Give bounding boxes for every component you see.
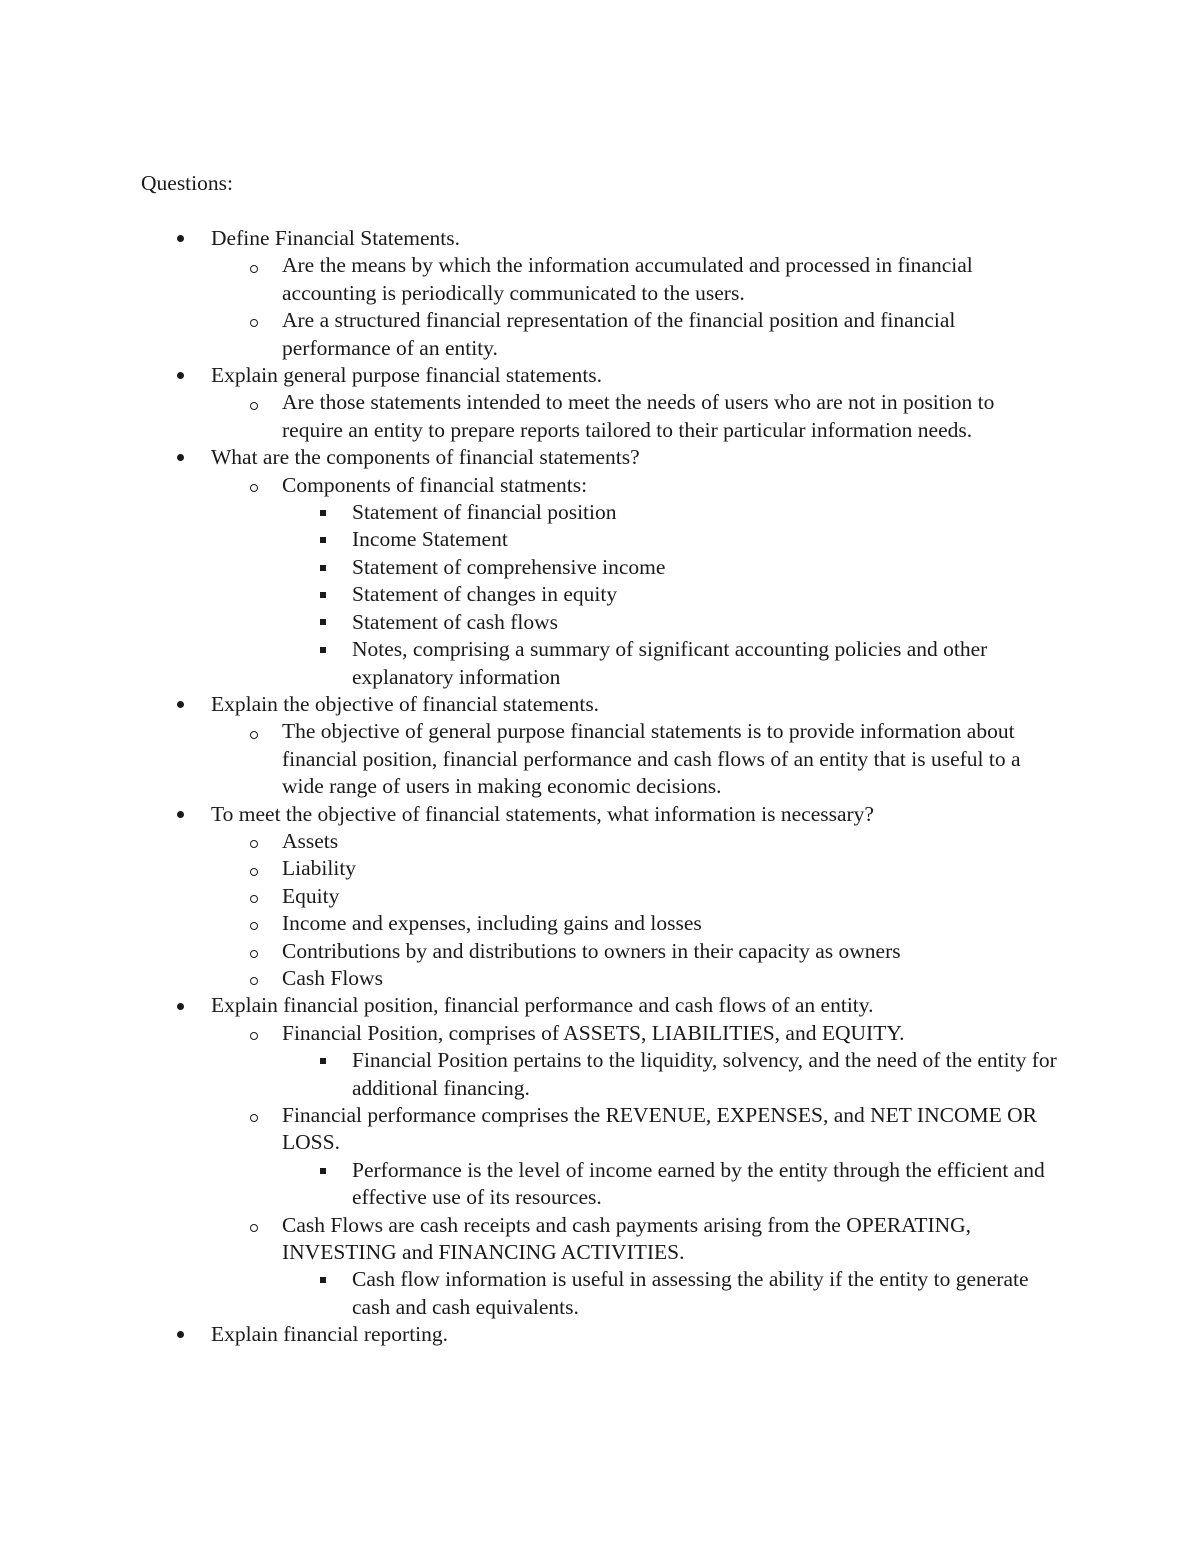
answer-item-text: Liability: [282, 856, 357, 881]
bullet-circle-icon: [244, 910, 264, 937]
question-item: [0, 992, 1200, 1019]
answer-item-text: Contributions by and distributions to owners in their capacity as owners: [282, 938, 901, 963]
answer-item-text: Financial performance comprises the REVENUE, EXPENSES, and NET INCOME OR LOSS.: [282, 1103, 1037, 1155]
bullet-dot-icon: [170, 992, 190, 1019]
answer-item-text: Are the means by which the information accumulated and processed in financial accounting is periodically communicated to the users.: [282, 253, 973, 305]
answer-item-text: Equity: [282, 883, 340, 908]
bullet-circle-icon: [244, 1102, 264, 1129]
bullet-dot-icon: [170, 225, 190, 252]
question-item-text: Define Financial Statements.: [211, 226, 460, 250]
bullet-dot-icon: [170, 801, 190, 828]
sub-answer-item: [0, 636, 1200, 691]
sub-answer-item-text: Performance is the level of income earned by the entity through the efficient and effective use of its resources.: [352, 1157, 1045, 1210]
bullet-square-icon: [313, 554, 333, 581]
bullet-circle-icon: [244, 1020, 264, 1047]
question-item-text: Explain general purpose financial statements.: [211, 363, 603, 388]
answer-item: [0, 855, 1200, 882]
answer-item: [0, 472, 1200, 499]
sub-answer-item-text: Statement of financial position: [352, 500, 617, 525]
bullet-circle-icon: [244, 965, 264, 992]
question-item: [0, 225, 1200, 252]
question-item-text: Explain the objective of financial statements.: [211, 691, 600, 716]
sub-answer-item: [0, 609, 1200, 636]
answer-item: [0, 307, 1200, 362]
answer-item: [0, 910, 1200, 937]
answer-item: [0, 1102, 1200, 1157]
question-item-text: Explain financial position, financial performance and cash flows of an entity.: [211, 993, 874, 1018]
sub-answer-item: [0, 1266, 1200, 1321]
answer-item: [0, 938, 1200, 965]
bullet-square-icon: [313, 1266, 333, 1293]
question-item: [0, 801, 1200, 828]
answer-item: [0, 965, 1200, 992]
sub-answer-item-text: Statement of cash flows: [352, 609, 558, 634]
sub-answer-item-text: Statement of comprehensive income: [352, 554, 666, 579]
sub-answer-item: [0, 1157, 1200, 1212]
bullet-square-icon: [313, 526, 333, 553]
answer-item-text: Components of financial statments:: [282, 472, 588, 497]
answer-item: [0, 883, 1200, 910]
answer-item-text: Cash Flows are cash receipts and cash payments arising from the OPERATING, INVESTING and FINANCING ACTIVITIES.: [282, 1212, 972, 1265]
sub-answer-item-text: Financial Position pertains to the liquidity, solvency, and the need of the entity for additional financing.: [352, 1048, 1057, 1100]
answer-item-text: Assets: [282, 828, 339, 853]
sub-answer-item-text: Notes, comprising a summary of significant accounting policies and other explanatory information: [352, 637, 988, 689]
bullet-dot-icon: [170, 444, 190, 471]
answer-item: [0, 1212, 1200, 1267]
bullet-square-icon: [313, 609, 333, 636]
answer-item: [0, 252, 1200, 307]
bullet-circle-icon: [244, 855, 264, 882]
sub-answer-item: [0, 526, 1200, 553]
bullet-square-icon: [313, 636, 333, 663]
bullet-circle-icon: [244, 828, 264, 855]
sub-answer-item-text: Income Statement: [352, 527, 508, 552]
question-item-text: What are the components of financial statements?: [211, 445, 640, 470]
bullet-circle-icon: [244, 472, 264, 499]
bullet-circle-icon: [244, 718, 264, 745]
question-item: [0, 691, 1200, 718]
answer-item: [0, 828, 1200, 855]
question-list: [0, 225, 1200, 1349]
question-item-text: To meet the objective of financial statements, what information is necessary?: [211, 801, 874, 826]
sub-answer-item: [0, 1047, 1200, 1102]
answer-item-text: Are those statements intended to meet the needs of users who are not in position to require an entity to prepare reports tailored to their particular information needs.: [282, 390, 995, 442]
answer-item-text: Financial Position, comprises of ASSETS, LIABILITIES, and EQUITY.: [282, 1020, 905, 1045]
answer-item: [0, 1020, 1200, 1047]
bullet-circle-icon: [244, 938, 264, 965]
bullet-dot-icon: [170, 362, 190, 389]
sub-answer-item-text: Statement of changes in equity: [352, 582, 618, 607]
answer-item-text: Income and expenses, including gains and losses: [282, 911, 702, 936]
bullet-square-icon: [313, 1157, 333, 1184]
sub-answer-item-text: Cash flow information is useful in assessing the ability if the entity to generate cash and cash equivalents.: [352, 1267, 1029, 1319]
answer-item: [0, 718, 1200, 800]
bullet-square-icon: [313, 1047, 333, 1074]
bullet-circle-icon: [244, 307, 264, 334]
bullet-square-icon: [313, 499, 333, 526]
answer-item-text: Cash Flows: [282, 965, 383, 990]
answer-item-text: Are a structured financial representation of the financial position and financial performance of an entity.: [282, 308, 956, 360]
question-list-container: [0, 225, 1200, 1349]
bullet-circle-icon: [244, 1212, 264, 1239]
sub-answer-item: [0, 554, 1200, 581]
question-item: [0, 444, 1200, 471]
answer-item-text: The objective of general purpose financial statements is to provide information about financial position, financial performance and cash flows of an entity that is useful to a wide range of users in making economic decisions.: [282, 719, 1021, 799]
question-item: [0, 362, 1200, 389]
bullet-dot-icon: [170, 1321, 190, 1348]
bullet-dot-icon: [170, 691, 190, 718]
bullet-circle-icon: [244, 252, 264, 279]
question-item: [0, 1321, 1200, 1348]
sub-answer-item: [0, 499, 1200, 526]
bullet-circle-icon: [244, 389, 264, 416]
question-item-text: Explain financial reporting.: [211, 1322, 449, 1347]
sub-answer-item: [0, 581, 1200, 608]
page-heading: Questions:: [141, 171, 233, 195]
bullet-square-icon: [313, 581, 333, 608]
bullet-circle-icon: [244, 883, 264, 910]
answer-item: [0, 389, 1200, 444]
